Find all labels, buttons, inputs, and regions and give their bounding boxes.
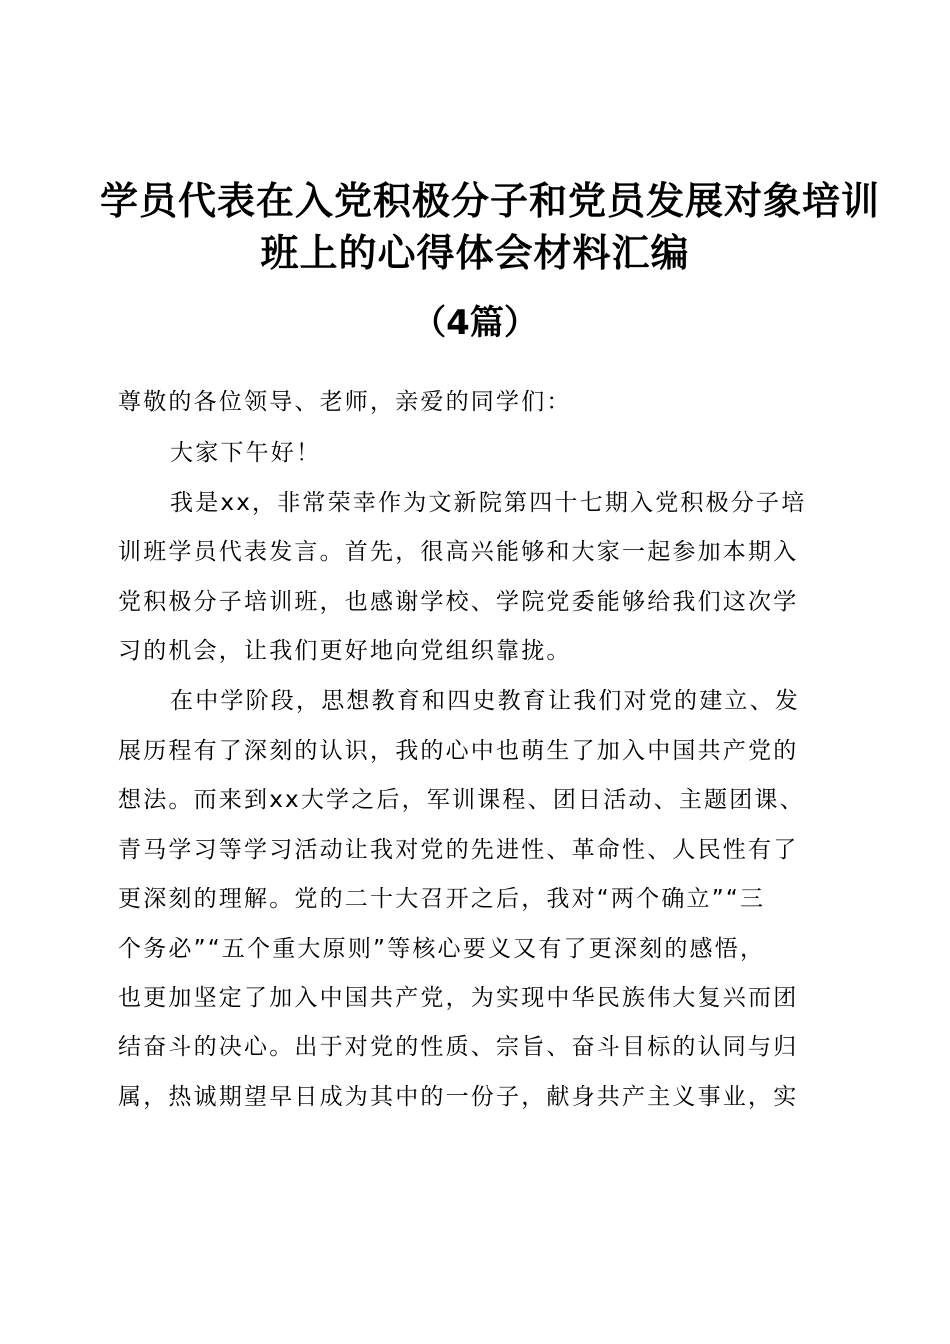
greeting: 大家下午好！ (170, 440, 322, 466)
paragraph-1-line: 习的机会，让我们更好地向党组织靠拢。 (118, 638, 572, 664)
paragraph-2-line: 更深刻的理解。党的二十大召开之后，我对“两个确立”“三 (118, 886, 766, 912)
document-title-line-2: 班上的心得体会材料汇编 (260, 231, 690, 275)
paragraph-1-line: 训班学员代表发言。首先，很高兴能够和大家一起参加本期入 (118, 539, 799, 565)
paragraph-1-line: 党积极分子培训班，也感谢学校、学院党委能够给我们这次学 (118, 589, 799, 615)
paragraph-1-line: 我是xx，非常荣幸作为文新院第四十七期入党积极分子培 (170, 490, 807, 516)
paragraph-2-line: 展历程有了深刻的认识，我的心中也萌生了加入中国共产党的 (118, 738, 799, 764)
paragraph-2-line: 在中学阶段，思想教育和四史教育让我们对党的建立、发 (170, 688, 800, 714)
salutation: 尊敬的各位领导、老师，亲爱的同学们： (118, 389, 572, 415)
paragraph-2-line: 结奋斗的决心。出于对党的性质、宗旨、奋斗目标的认同与归 (118, 1034, 799, 1060)
paragraph-2-line: 也更加坚定了加入中国共产党，为实现中华民族伟大复兴而团 (118, 985, 799, 1011)
document-title-line-1: 学员代表在入党积极分子和党员发展对象培训 (100, 179, 881, 223)
paragraph-2-line: 青马学习等学习活动让我对党的先进性、革命性、人民性有了 (118, 837, 799, 863)
paragraph-2-line: 属，热诚期望早日成为其中的一份子，献身共产主义事业，实 (118, 1084, 799, 1110)
document-subtitle: （4篇） (412, 303, 538, 343)
paragraph-2-line: 个务必”“五个重大原则”等核心要义又有了更深刻的感悟， (118, 936, 766, 962)
paragraph-2-line: 想法。而来到xx大学之后，军训课程、团日活动、主题团课、 (118, 787, 805, 813)
